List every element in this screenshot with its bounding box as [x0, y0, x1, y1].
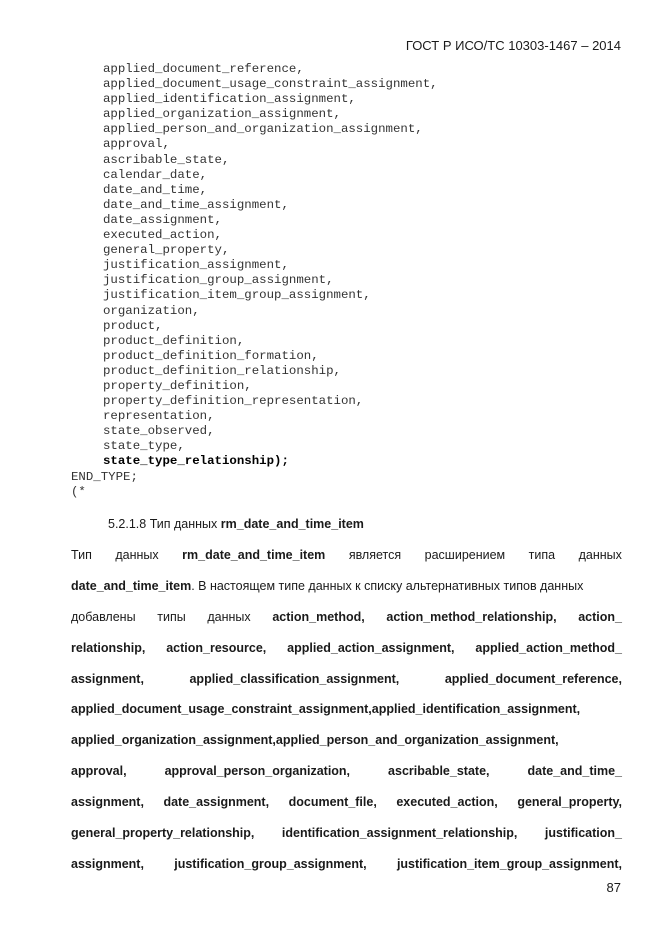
section-number-label: 5.2.1.8 Тип данных — [108, 517, 218, 531]
code-line: justification_assignment, — [103, 258, 289, 273]
code-line: calendar_date, — [103, 167, 208, 182]
text-run: добавлены — [71, 609, 136, 624]
text-run: . В настоящем типе данных к списку альтернативных типов данных — [191, 578, 584, 593]
type-name: relationship, — [71, 640, 146, 655]
type-name: justification_ — [544, 826, 622, 841]
type-name: general_property, — [517, 795, 622, 810]
type-name: applied_person_and_organization_assignment, — [275, 733, 559, 748]
type-name: applied_action_method_ — [475, 640, 622, 655]
type-name: applied_document_reference, — [444, 671, 622, 686]
code-line: product_definition_formation, — [103, 348, 319, 363]
type-name: document_file, — [288, 795, 377, 810]
type-name: assignment, — [71, 795, 144, 810]
code-line: general_property, — [103, 243, 230, 258]
code-end-type: END_TYPE; — [71, 469, 138, 484]
section-type-name: rm_date_and_time_item — [220, 517, 364, 531]
code-line: organization, — [103, 303, 200, 318]
code-line: state_observed, — [103, 424, 215, 439]
code-line: product_definition, — [103, 333, 245, 348]
paragraph-line — [71, 725, 622, 756]
type-name: action_method, — [272, 609, 365, 624]
code-line: ascribable_state, — [103, 152, 230, 167]
paragraph-line — [71, 756, 622, 787]
text-run: является — [348, 548, 402, 562]
type-name: date_and_time_ — [527, 764, 622, 779]
code-line: representation, — [103, 409, 215, 424]
type-name: ascribable_state, — [388, 764, 490, 779]
text-run: типа — [528, 548, 556, 562]
type-name: assignment, — [71, 856, 144, 871]
code-line: justification_group_assignment, — [103, 273, 334, 288]
code-line: applied_identification_assignment, — [103, 92, 356, 107]
text-run: данных — [578, 548, 622, 562]
type-name: justification_group_assignment, — [174, 856, 367, 871]
type-name: general_property_relationship, — [71, 826, 255, 841]
code-comment-open: (* — [71, 484, 86, 499]
text-run: данных — [115, 548, 159, 562]
type-name: rm_date_and_time_item — [182, 548, 326, 562]
type-name: action_method_relationship, — [386, 609, 557, 624]
type-name: applied_classification_assignment, — [189, 671, 400, 686]
type-name: action_resource, — [166, 640, 267, 655]
type-name: approval_person_organization, — [164, 764, 351, 779]
code-line: justification_item_group_assignment, — [103, 288, 371, 303]
paragraph-line — [71, 849, 622, 880]
section-heading — [108, 517, 364, 531]
express-code-block — [71, 62, 438, 500]
code-line: approval, — [103, 137, 170, 152]
type-name: identification_assignment_relationship, — [281, 826, 518, 841]
type-name: approval, — [71, 764, 127, 779]
paragraph-line — [71, 602, 622, 633]
type-name: applied_document_usage_constraint_assignment, — [71, 702, 372, 717]
code-line: date_and_time, — [103, 182, 208, 197]
code-line-last: state_type_relationship); — [103, 454, 289, 469]
code-line: property_definition_representation, — [103, 394, 364, 409]
paragraph-line — [71, 540, 622, 571]
text-run: Тип — [71, 548, 92, 562]
type-name: assignment, — [71, 671, 144, 686]
type-name: applied_identification_assignment, — [371, 702, 581, 717]
code-line: executed_action, — [103, 228, 222, 243]
type-name: applied_action_assignment, — [287, 640, 455, 655]
code-line: date_and_time_assignment, — [103, 197, 289, 212]
page-header: ГОСТ Р ИСО/ТС 10303-1467 – 2014 — [405, 38, 621, 53]
code-line: applied_document_reference, — [103, 62, 304, 76]
code-line: state_type, — [103, 439, 185, 454]
paragraph-line — [71, 633, 622, 664]
code-line: product, — [103, 318, 163, 333]
code-line: product_definition_relationship, — [103, 363, 341, 378]
code-line: date_assignment, — [103, 212, 222, 227]
type-name: date_assignment, — [163, 795, 270, 810]
text-run: данных — [207, 609, 251, 624]
paragraph-line — [71, 664, 622, 695]
type-name: action_ — [578, 609, 622, 624]
code-line: applied_person_and_organization_assignment, — [103, 122, 423, 137]
type-name: justification_item_group_assignment, — [396, 856, 622, 871]
page-number: 87 — [606, 880, 621, 895]
body-paragraph — [71, 540, 622, 880]
paragraph-line — [71, 571, 622, 602]
paragraph-line — [71, 818, 622, 849]
text-run: расширением — [424, 548, 506, 562]
code-line: applied_document_usage_constraint_assignment, — [103, 77, 438, 92]
paragraph-line — [71, 787, 622, 818]
code-line: property_definition, — [103, 378, 252, 393]
code-line: applied_organization_assignment, — [103, 107, 341, 122]
type-name: executed_action, — [396, 795, 498, 810]
text-run: типы — [157, 609, 186, 624]
type-name: date_and_time_item — [71, 578, 192, 593]
paragraph-line — [71, 694, 622, 725]
type-name: applied_organization_assignment, — [71, 733, 276, 748]
